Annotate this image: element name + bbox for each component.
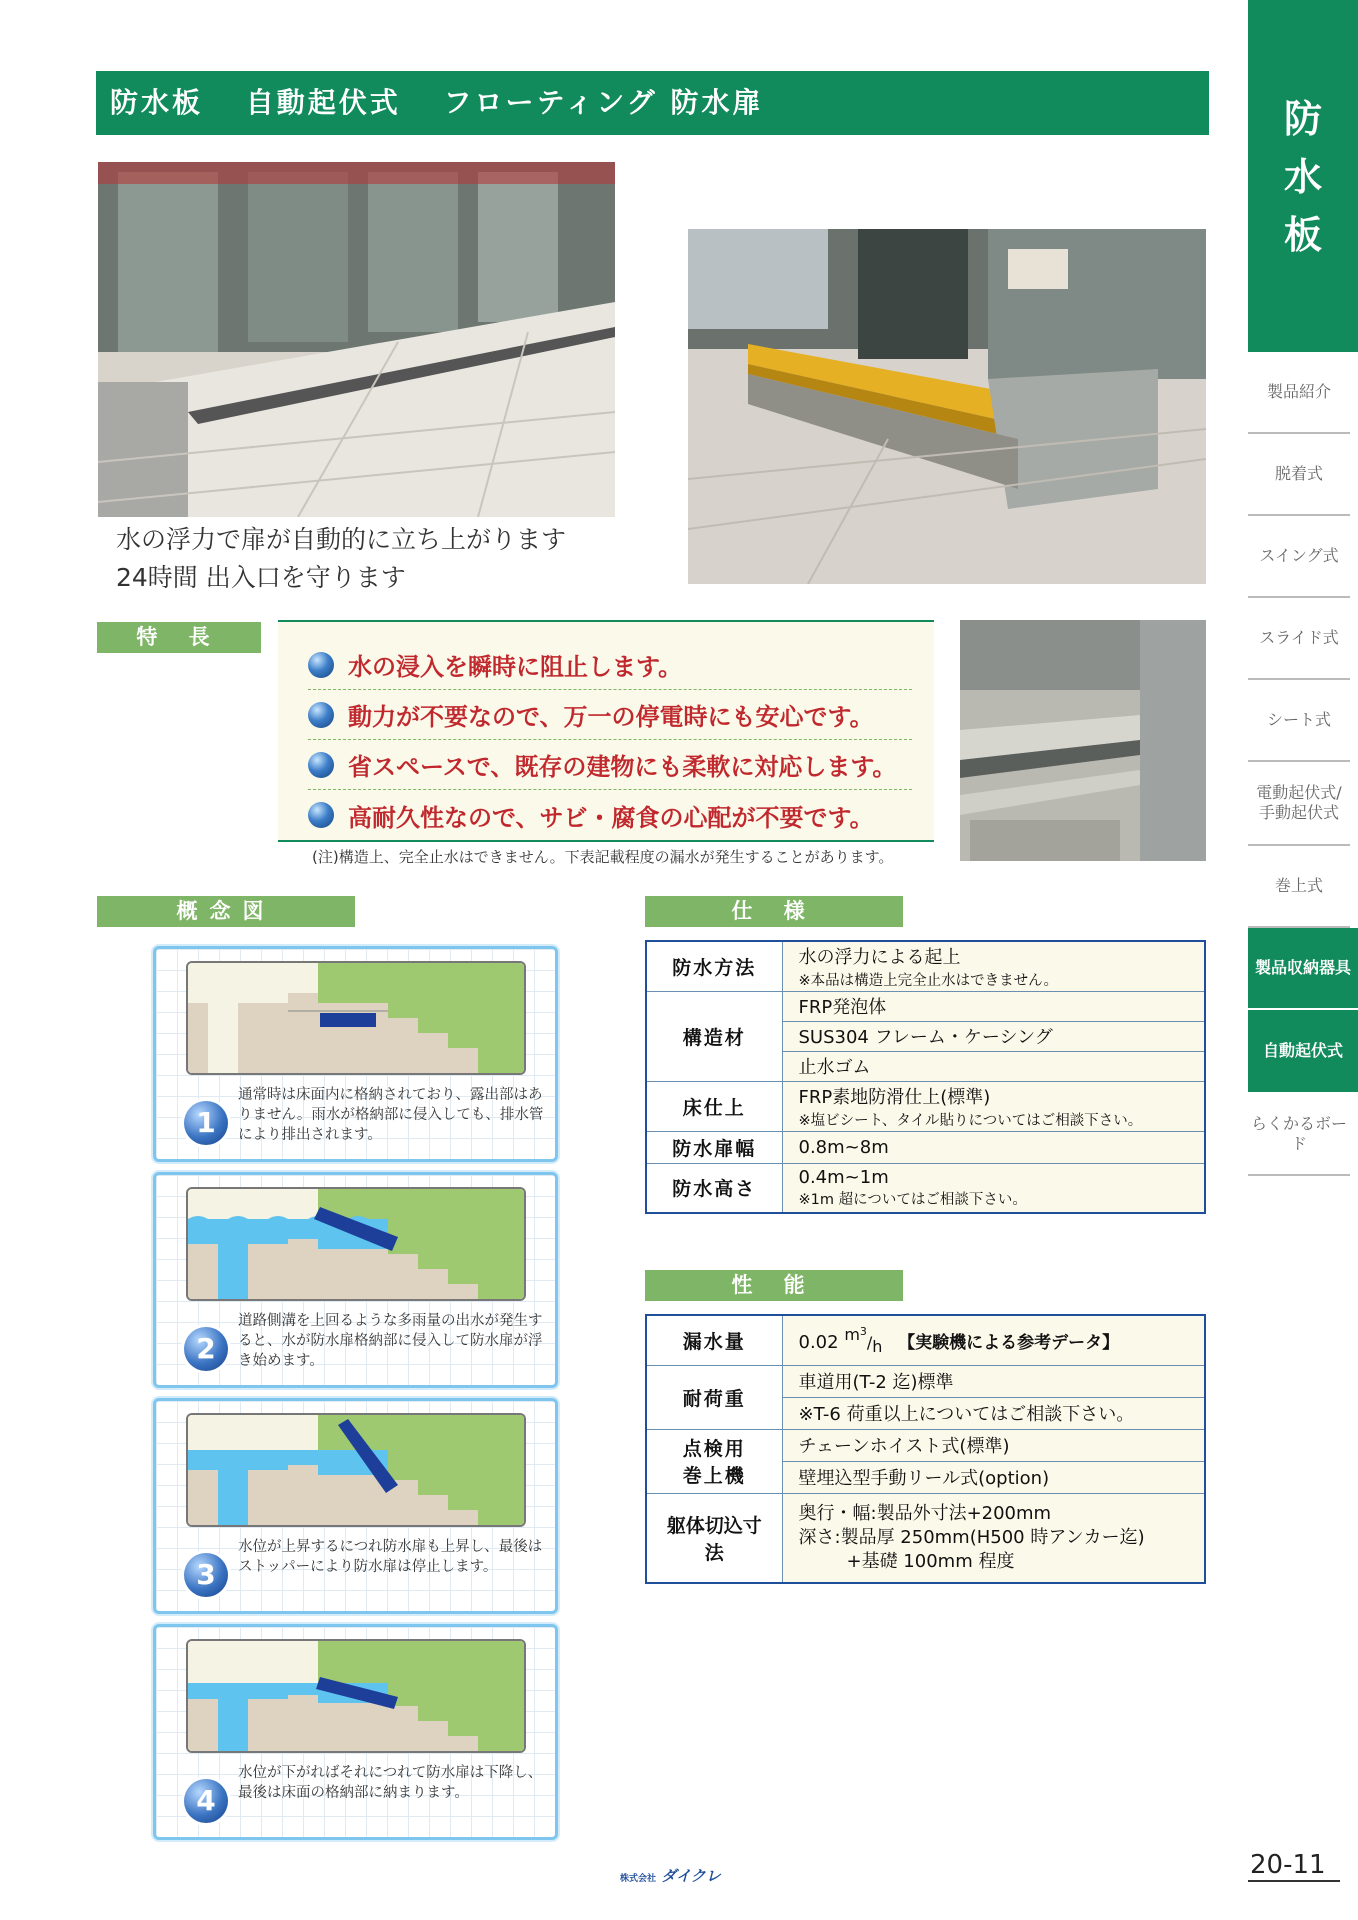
caption-line-2: 24時間 出入口を守ります	[116, 563, 406, 592]
feature-text: 水の浸入を瞬時に阻止します。	[348, 653, 683, 681]
spec-value	[782, 1081, 1205, 1131]
perf-header-line: 巻上機	[682, 1465, 746, 1487]
spec-header: 構造材	[646, 991, 782, 1081]
step-number: 2	[184, 1327, 228, 1371]
nav-item-swing[interactable]: スイング式	[1248, 516, 1350, 598]
perf-value: ※T-6 荷重以上についてはご相談下さい。	[782, 1397, 1205, 1429]
features-box	[278, 620, 934, 842]
feature-text: 高耐久性なので、サビ・腐食の心配が不要です。	[348, 803, 874, 832]
leak-reference: 【実験機による参考データ】	[898, 1332, 1120, 1353]
spec-value-note: ※本品は構造上完全止水はできません。	[798, 972, 1059, 989]
leak-unit-m: m	[844, 1324, 860, 1344]
step-number: 1	[184, 1101, 228, 1145]
performance-label: 性 能	[645, 1270, 903, 1301]
cut-line: 奥行・幅:製品外寸法+200mm	[798, 1502, 1052, 1524]
perf-header: 漏水量	[646, 1315, 782, 1365]
page-number: 20-11	[1248, 1850, 1340, 1882]
spec-value-main: FRP素地防滑仕上(標準)	[798, 1086, 991, 1108]
spec-value-note: ※1m 超についてはご相談下さい。	[798, 1191, 1027, 1208]
caption-line-1: 水の浮力で扉が自動的に立ち上がります	[116, 525, 567, 554]
nav-item-sheet[interactable]: シート式	[1248, 680, 1350, 762]
title-part-3: フローティング 防水扉	[443, 86, 764, 119]
spec-header: 防水高さ	[646, 1163, 782, 1213]
perf-header-line: 点検用	[682, 1438, 746, 1460]
diagram-normal	[186, 961, 526, 1075]
nav-item-product-intro[interactable]: 製品紹介	[1248, 352, 1350, 434]
bullet-icon	[308, 702, 334, 728]
spec-value-main: 0.4m~1m	[798, 1166, 889, 1188]
side-title-char-1: 防	[1283, 97, 1322, 141]
perf-header: 躯体切込寸法	[646, 1493, 782, 1583]
nav-item-detachable[interactable]: 脱着式	[1248, 434, 1350, 516]
spec-value: 0.8m~8m	[782, 1131, 1205, 1163]
photo-entrance-raised	[688, 229, 1206, 584]
step-text: 水位が上昇するにつれ防水扉も上昇し、最後はストッパーにより防水扉は停止します。	[238, 1539, 543, 1575]
specs-table	[645, 940, 1206, 1214]
side-title-char-3: 板	[1283, 213, 1322, 257]
feature-item	[308, 640, 912, 690]
photo-recessed-floor	[960, 620, 1206, 861]
perf-header: 耐荷重	[646, 1365, 782, 1429]
step-number: 3	[184, 1553, 228, 1597]
diagram-water-rising	[186, 1413, 526, 1527]
nav-item-storage[interactable]: 製品収納器具	[1248, 928, 1358, 1010]
spec-value: 止水ゴム	[782, 1051, 1205, 1081]
concept-step-1	[153, 946, 558, 1162]
nav-item-rakukaru[interactable]: らくかるボード	[1248, 1094, 1350, 1176]
nav-item-auto-rising[interactable]: 自動起伏式	[1248, 1010, 1358, 1094]
features-note: (注)構造上、完全止水はできません。下表記載程度の漏水が発生することがあります。	[312, 848, 894, 866]
step-text: 道路側溝を上回るような多雨量の出水が発生すると、水が防水扉格納部に侵入して防水扉が浮き始めます。	[238, 1313, 543, 1369]
photo-caption	[116, 521, 566, 597]
perf-value: 壁埋込型手動リール式(option)	[782, 1461, 1205, 1493]
title-part-1: 防水板	[110, 86, 204, 119]
step-text: 水位が下がればそれにつれて防水扉は下降し、最後は床面の格納部に納まります。	[238, 1765, 543, 1801]
logo-prefix: 株式会社	[620, 1874, 657, 1884]
cut-line: 深さ:製品厚 250mm(H500 時アンカー迄)	[798, 1526, 1145, 1548]
perf-value: 車道用(T-2 迄)標準	[782, 1365, 1205, 1397]
bullet-icon	[308, 752, 334, 778]
performance-table	[645, 1314, 1206, 1584]
feature-item	[308, 690, 912, 740]
nav-item-rollup[interactable]: 巻上式	[1248, 846, 1350, 928]
leak-amount: 0.02	[798, 1331, 839, 1353]
feature-text: 動力が不要なので、万一の停電時にも安心です。	[348, 703, 874, 731]
spec-value	[782, 941, 1205, 991]
spec-value: SUS304 フレーム・ケーシング	[782, 1021, 1205, 1051]
perf-value	[782, 1493, 1205, 1583]
diagram-water-entering	[186, 1187, 526, 1301]
step-text: 通常時は床面内に格納されており、露出部はありません。雨水が格納部に侵入しても、排水管により排出されます。	[238, 1087, 544, 1143]
page-title-bar	[96, 71, 1209, 135]
concept-step-4	[153, 1624, 558, 1840]
spec-value	[782, 1163, 1205, 1213]
concept-step-3	[153, 1398, 558, 1614]
feature-item	[308, 740, 912, 790]
side-title-char-2: 水	[1283, 155, 1322, 199]
concept-label: 概念図	[97, 896, 355, 927]
feature-text: 省スペースで、既存の建物にも柔軟に対応します。	[348, 753, 897, 781]
side-category-tab[interactable]	[1248, 0, 1358, 352]
nav-item-slide[interactable]: スライド式	[1248, 598, 1350, 680]
bullet-icon	[308, 652, 334, 678]
spec-header: 防水方法	[646, 941, 782, 991]
step-number: 4	[184, 1779, 228, 1823]
leak-unit-exp: 3	[859, 1324, 867, 1338]
spec-header: 床仕上	[646, 1081, 782, 1131]
photo-entrance-closed	[98, 162, 615, 517]
perf-header	[646, 1429, 782, 1493]
bullet-icon	[308, 802, 334, 828]
leak-unit-h: h	[872, 1336, 883, 1356]
spec-header: 防水扉幅	[646, 1131, 782, 1163]
perf-value: チェーンホイスト式(標準)	[782, 1429, 1205, 1461]
specs-label: 仕 様	[645, 896, 903, 927]
spec-value: FRP発泡体	[782, 991, 1205, 1021]
perf-value: 0.02 $m^3/h$ 【実験機による参考データ】	[782, 1315, 1205, 1365]
nav-item-electric[interactable]: 電動起伏式/ 手動起伏式	[1248, 762, 1350, 846]
features-label: 特 長	[97, 622, 261, 653]
title-part-2: 自動起伏式	[245, 86, 401, 119]
logo-text: ダイクレ	[661, 1867, 721, 1885]
diagram-water-receding	[186, 1639, 526, 1753]
cut-line: +基礎 100mm 程度	[846, 1550, 1015, 1572]
spec-value-note: ※塩ビシート、タイル貼りについてはご相談下さい。	[798, 1112, 1143, 1129]
concept-step-2	[153, 1172, 558, 1388]
spec-value-main: 水の浮力による起上	[798, 946, 961, 968]
company-logo	[620, 1865, 721, 1886]
feature-item	[308, 790, 912, 840]
